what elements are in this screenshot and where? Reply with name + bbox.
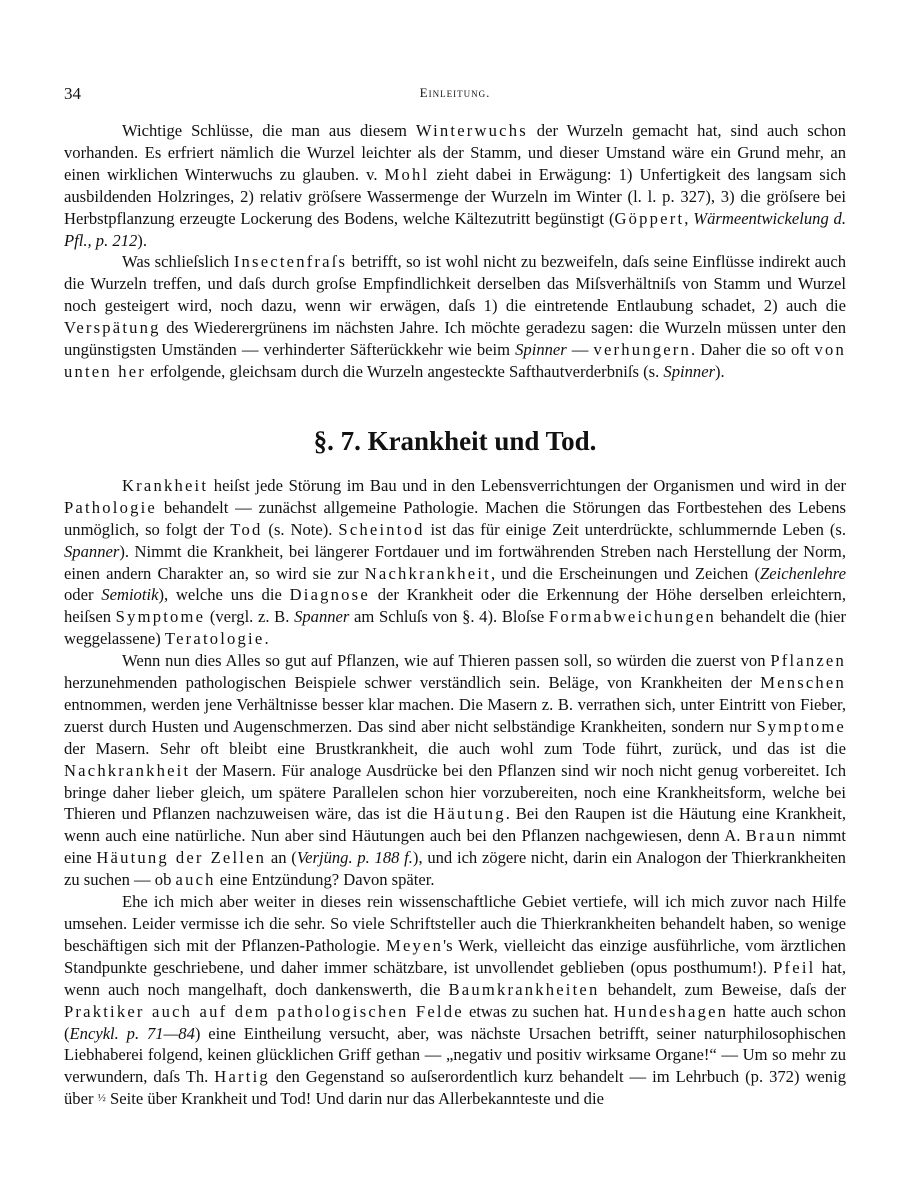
text-run: — — [566, 340, 594, 360]
text-run: oder — [64, 585, 102, 605]
author-name: Braun — [745, 826, 798, 846]
spaced-term: Tod — [230, 519, 263, 539]
spaced-term: Pflanzen — [770, 651, 846, 671]
spaced-term: Menschen — [760, 673, 846, 693]
cross-reference: Spanner — [64, 541, 120, 561]
text-run: der Masern. Für analoge Ausdrücke bei den Pflanzen sind wir noch nicht genug vorbereitet. Ich bringe daher lieber gleich, um spätere Parallelen schon hier vorzubereiten, noch eine Krankheitsform, welche bei Thieren und Pflanzen nachzuweisen wäre, das ist die — [64, 760, 846, 824]
text-run: der Krankheit oder die Erkennung der Höhe derselben erleichtern, heiſsen — [64, 585, 846, 627]
text-run: , und die Erscheinungen und Zeichen ( — [491, 563, 760, 583]
spaced-term: Teratologie — [164, 629, 265, 649]
text-run: ist das für einige Zeit unterdrückte, schlummernde Leben (s. — [424, 519, 846, 539]
page-header — [64, 84, 846, 108]
spaced-term: Krankheit — [122, 475, 209, 495]
cross-reference: Spinner — [515, 340, 567, 360]
spaced-term: Häutung — [433, 804, 506, 824]
spaced-term: verhungern — [593, 340, 692, 360]
text-run: Wichtige Schlüsse, die man aus diesem — [122, 121, 416, 140]
spaced-term: Formabweichungen — [548, 607, 716, 627]
spaced-term: Winterwuchs — [415, 121, 528, 140]
text-run: an ( — [266, 848, 297, 868]
spaced-term: Symptome — [115, 607, 206, 627]
text-run: ) eine Eintheilung versucht, aber, was nächste Ursachen betrifft, seiner naturphilosophischen Liebhaberei folgend, keinen glücklichen Griff gethan — „negativ und positiv wirksame Organe!“ — Um so mehr zu verwundern, daſs Th. — [64, 1023, 846, 1087]
text-run: Was schlieſslich — [122, 252, 234, 272]
text-run: Seite über Krankheit und Tod! Und darin nur das Allerbekannteste und die — [105, 1089, 604, 1109]
text-run: . — [264, 629, 269, 649]
spaced-term: Nachkrankheit — [64, 760, 191, 780]
text-run: hatte auch schon ( — [64, 1001, 847, 1043]
text-run: nimmt eine — [64, 826, 847, 868]
text-run: hat, wenn auch noch mangelhaft, doch dankenswerth, die — [64, 957, 847, 999]
spaced-term: Diagnose — [289, 585, 370, 605]
spaced-term: Verspätung — [64, 318, 161, 338]
spaced-term: auch — [175, 870, 216, 890]
paragraph-insectenfrass — [64, 251, 846, 382]
text-run: ), und ich zögere nicht, darin ein Analogon der Thierkrankheiten zu suchen — ob — [64, 848, 846, 890]
paragraph-krankheit-definition — [64, 475, 846, 650]
paragraph-winterwuchs — [64, 120, 846, 251]
spaced-term: Scheintod — [338, 519, 425, 539]
text-run: eine Entzündung? Davon später. — [215, 870, 435, 890]
text-run: der Wurzeln gemacht hat, sind auch schon vorhanden. Es erfriert nämlich die Wurzel leichter als der Stamm, und dieser Umstand wäre ein Grund mehr, an einen wirklichen Winterwuchs zu glauben. v. — [64, 121, 847, 184]
text-run: . Bei den Raupen ist die Häutung eine Krankheit, wenn auch eine natürliche. Nun aber sind Häutungen auch bei den Pflanzen nachgewiesen, denn A. — [64, 804, 846, 846]
text-run: des Wiederergrünens im nächsten Jahre. Ich möchte geradezu sagen: die Wurzeln müssen unter den ungünstigsten Umständen — verhinderter Säfterückkehr wie beim — [64, 318, 846, 360]
author-name: Hartig — [214, 1067, 270, 1087]
text-run: entnommen, werden jene Verhältnisse besser klar machen. Die Masern z. B. verrathen sich, unter Eintritt von Fieber, zuerst durch Husten und Augenschmerzen. Das sind aber nicht selbständige Krankheiten, sondern nur — [64, 694, 846, 736]
cross-reference: Spinner — [663, 361, 716, 381]
page-number: 34 — [64, 84, 81, 103]
text-run: . Daher die so oft — [691, 340, 815, 360]
page-body — [64, 120, 846, 1110]
text-run: heiſst jede Störung im Bau und in den Lebensverrichtungen der Organismen und wird in der — [208, 475, 846, 495]
author-name: Mohl — [384, 164, 430, 184]
spaced-term: Häutung der Zellen — [96, 848, 267, 868]
text-run: behandelt die (hier weggelassene) — [64, 607, 847, 649]
text-run: den Gegenstand so auſserordentlich kurz behandelt — im Lehrbuch (p. 372) wenig über — [64, 1067, 846, 1109]
spaced-term: Symptome — [756, 716, 846, 736]
text-run: etwas zu suchen hat. — [463, 1001, 614, 1021]
text-run: betrifft, so ist wohl nicht zu bezweifeln, daſs seine Einflüsse indirekt auch die Wurzeln treffen, und daſs durch groſse Empfindlichkeit derselben das Miſsverhältniſs von Stamm und Wurzel noch gesteigert wird, noch dazu, wenn wir erwägen, daſs 1) die eintretende Entlaubung schadet, 2) auch die — [64, 252, 846, 316]
text-run: zieht dabei in Erwägung: 1) Unfertigkeit des langsam sich ausbildenden Holzringes, 2) relativ gröſsere Wassermenge der Wurzeln im Winter (l. l. p. 327), 3) die gröſsere bei Herbstpflanzung erzeugte Lockerung des Bodens, welche Kältezutritt begünstigt ( — [64, 164, 846, 228]
author-name: Göppert — [614, 208, 685, 228]
text-run: Wenn nun dies Alles so gut auf Pflanzen, wie auf Thieren passen soll, so würden die zuerst von — [122, 651, 771, 671]
text-run: ). — [137, 230, 147, 250]
text-run: , — [684, 208, 694, 228]
paragraph-beispiele — [64, 650, 846, 891]
section-heading: §. 7. Krankheit und Tod. — [313, 425, 597, 456]
fraction: ½ — [97, 1092, 106, 1105]
text-run: 's Werk, vielleicht das einzige ausführliche, vom ärztlichen Standpunkte geschriebene, und daher immer schätzbare, ist unvollendet geblieben (opus posthumum!). — [64, 935, 846, 977]
text-run: (vergl. z. B. — [205, 607, 295, 627]
text-run: ). Nimmt die Krankheit, bei längerer Fortdauer und im fortwährenden Streben nach Herstellung der Norm, einen andern Charakter an, so wird sie zur — [64, 541, 846, 583]
cross-reference: Spanner — [294, 607, 350, 627]
spaced-term: von unten her — [64, 340, 847, 381]
text-run: Ehe ich mich aber weiter in dieses rein wissenschaftliche Gebiet vertiefe, will ich mich zuvor nach Hilfe umsehen. Leider vermisse ich die sehr. So viele Schriftsteller auch die Thierkrankheiten behandelt haben, so wenige beschäftigen sich mit der Pflanzen-Pathologie. — [64, 892, 846, 955]
italic-term: Semiotik — [101, 585, 159, 605]
text-run: ), welche uns die — [158, 585, 290, 605]
italic-term: Zeichenlehre — [759, 563, 846, 583]
citation: Encykl. p. 71—84 — [69, 1023, 195, 1043]
author-name: Hundeshagen — [613, 1001, 729, 1021]
citation: Wärmeentwickelung d. Pfl., p. 212 — [64, 208, 847, 250]
author-name: Meyen — [386, 935, 444, 955]
spaced-term: Insectenfraſs — [233, 252, 348, 272]
text-run: herzunehmenden pathologischen Beispiele schwer verständlich sein. Beläge, von Krankheiten der — [64, 673, 761, 693]
spaced-term: Baumkrankheiten — [448, 979, 600, 999]
paragraph-literatur — [64, 891, 846, 1110]
spaced-term: Pathologie — [64, 497, 157, 517]
text-run: erfolgende, gleichsam durch die Wurzeln angesteckte Safthautverderbniſs (s. — [146, 361, 664, 381]
author-name: Pfeil — [773, 957, 816, 977]
spaced-term: Praktiker auch auf dem pathologischen Felde — [64, 1001, 464, 1021]
running-head: Einleitung. — [419, 85, 491, 100]
spaced-term: Nachkrankheit — [364, 563, 491, 583]
text-run: der Masern. Sehr oft bleibt eine Brustkrankheit, die auch wohl zum Tode führt, zurück, und das ist die — [64, 738, 846, 758]
citation: Verjüng. p. 188 f. — [296, 848, 413, 868]
text-run: am Schluſs von §. 4). Bloſse — [349, 607, 549, 627]
text-run: behandelt, zum Beweise, daſs der — [599, 979, 846, 999]
text-run: behandelt — zunächst allgemeine Pathologie. Machen die Störungen das Fortbestehen des Lebens unmöglich, so folgt der — [64, 497, 846, 539]
text-run: ). — [715, 361, 725, 381]
text-run: (s. Note). — [262, 519, 339, 539]
